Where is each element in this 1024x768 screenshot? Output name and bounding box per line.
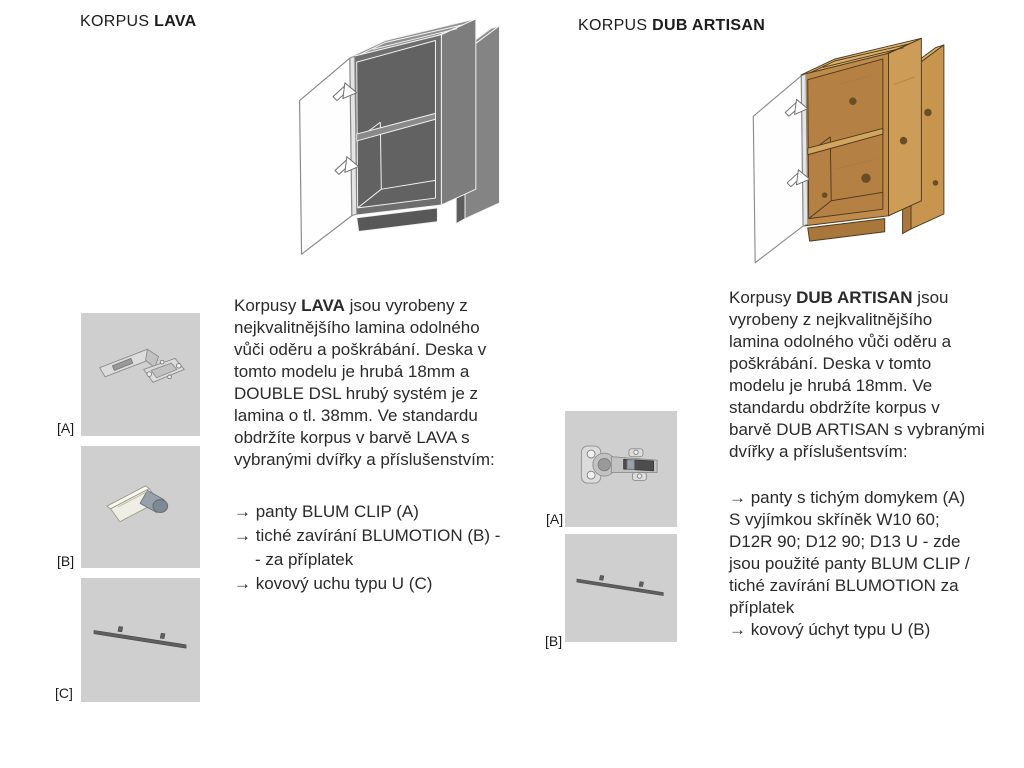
lava-hardware-box-b (81, 446, 200, 568)
dub-artisan-title-prefix: KORPUS (578, 17, 653, 34)
paragraph-line: barvě DUB ARTISAN s vybranými (729, 420, 985, 439)
lava-label-c: [C] (55, 685, 73, 701)
paragraph-line: Korpusy LAVA jsou vyrobeny z (234, 296, 468, 315)
lava-hardware-box-c (81, 578, 200, 702)
dub-artisan-hardware-box-a (565, 411, 677, 527)
lava-title-prefix: KORPUS (80, 13, 155, 30)
lava-label-b: [B] (57, 553, 75, 569)
paragraph-line: lamina o tl. 38mm. Ve standardu (234, 406, 478, 425)
paragraph-line: vůči oděru a poškrábání. Deska v (234, 340, 487, 359)
blumotion-damper-image (89, 461, 193, 553)
dub-artisan-label-a: [A] (546, 511, 564, 527)
bullet-line: příplatek (729, 598, 795, 617)
paragraph-line: lamina odolného vůči oděru a (729, 332, 952, 351)
paragraph-line: nejkvalitnějšího lamina odolného (234, 318, 480, 337)
bullet-line: D12R 90; D12 90; D13 U - zde (729, 532, 961, 551)
bullet-line: - za příplatek (255, 550, 354, 569)
paragraph-line: DOUBLE DSL hrubý systém je z (234, 384, 479, 403)
lava-section-title (80, 13, 197, 31)
blum-clip-hinge-image (89, 329, 193, 421)
u-handle-image (87, 592, 195, 688)
soft-close-hinge-image (571, 425, 671, 513)
bullet-line: → tiché zavírání BLUMOTION (B) - (234, 526, 501, 545)
bullet-line: → panty BLUM CLIP (A) (234, 502, 419, 521)
bullet-line: jsou použité panty BLUM CLIP / (729, 554, 970, 573)
dub-artisan-accessory-list (729, 487, 970, 641)
lava-hardware-box-a (81, 313, 200, 436)
paragraph-line: standardu obdržíte korpus v (729, 398, 940, 417)
lava-cabinet-illustration (287, 8, 515, 266)
lava-description (234, 295, 495, 471)
paragraph-line: vyrobeny z nejkvalitnějšího (729, 310, 933, 329)
paragraph-line: obdržíte korpus v barvě LAVA s (234, 428, 470, 447)
dub-artisan-label-b: [B] (545, 633, 563, 649)
lava-label-a: [A] (57, 420, 75, 436)
bullet-line: S vyjímkou skříněk W10 60; (729, 510, 940, 529)
lava-accessory-list (234, 500, 500, 596)
paragraph-line: tomto modelu je hrubá 18mm a (234, 362, 470, 381)
bullet-line: → panty s tichým domykem (A) (729, 488, 966, 507)
bullet-line: → kovový uchu typu U (C) (234, 574, 433, 593)
dub-artisan-cabinet-illustration (736, 28, 964, 274)
paragraph-line: poškrábání. Deska v tomto (729, 354, 932, 373)
bullet-line: tiché zavírání BLUMOTION za (729, 576, 959, 595)
dub-artisan-description (729, 287, 985, 463)
dub-artisan-hardware-box-b (565, 534, 677, 642)
paragraph-line: vybranými dvířky a příslušenstvím: (234, 450, 495, 469)
u-handle-image (570, 543, 672, 633)
paragraph-line: Korpusy DUB ARTISAN jsou (729, 288, 949, 307)
dub-artisan-title-name: DUB ARTISAN (652, 17, 766, 34)
paragraph-line: modelu je hrubá 18mm. Ve (729, 376, 933, 395)
bullet-line: → kovový úchyt typu U (B) (729, 620, 931, 639)
lava-title-name: LAVA (154, 13, 197, 30)
paragraph-line: dvířky a příslušentsvím: (729, 442, 908, 461)
